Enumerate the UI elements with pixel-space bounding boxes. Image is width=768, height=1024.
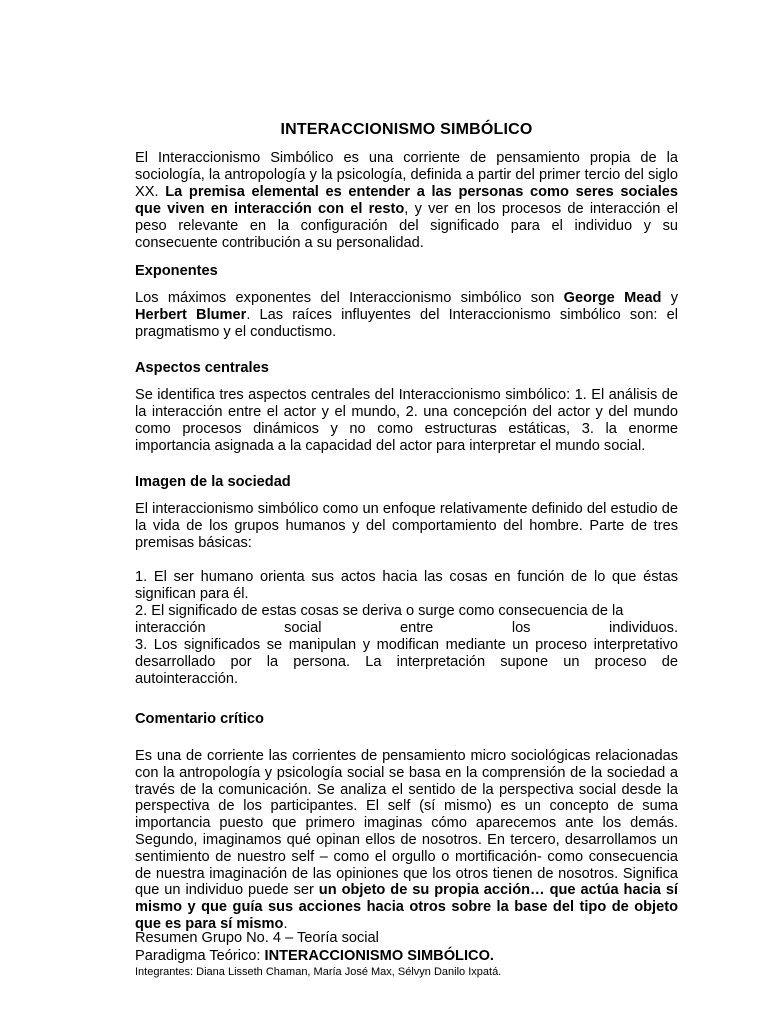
exponentes-text-3: . Las raíces influyentes del Interaccionismo simbólico son: el pragmatismo y el conductismo. <box>135 307 678 340</box>
exponente-blumer: Herbert Blumer <box>135 307 247 323</box>
intro-bold-premise: La premisa elemental es entender a las personas como seres sociales que viven en interacción con el resto <box>135 184 679 217</box>
premisa-3: 3. Los significados se manipulan y modifican mediante un proceso interpretativo desarrollado por la persona. La interpretación supone un proceso de autointeracción. <box>135 637 678 687</box>
aspectos-paragraph: Se identifica tres aspectos centrales del Interaccionismo simbólico: 1. El análisis de la interacción entre el actor y el mundo, 2. una concepción del actor y del mundo como procesos dinámicos y no como estructuras estáticas, 3. la enorme importancia asignada a la capacidad del actor para interpretar el mundo social. <box>135 387 678 454</box>
document-footer <box>135 929 735 979</box>
footer-paradigm-value: INTERACCIONISMO SIMBÓLICO. <box>264 948 494 964</box>
footer-members: Integrantes: Diana Lisseth Chaman, María José Max, Sélvyn Danilo Ixpatá. <box>135 966 502 978</box>
footer-paradigm <box>135 947 735 965</box>
exponentes-text-1: Los máximos exponentes del Interaccionismo simbólico son <box>135 290 564 306</box>
document-body <box>135 121 678 933</box>
comentario-end: . <box>283 915 288 932</box>
premisa-2b: interacción social entre los individuos. <box>135 620 678 636</box>
comentario-bold-quote: un objeto de su propia acción… que actúa hacia sí mismo y que guía sus acciones hacia otros sobre la base del tipo de objeto que es para sí mismo <box>135 882 678 932</box>
heading-aspectos: Aspectos centrales <box>135 360 269 376</box>
intro-text-2: , y ver en los procesos de interacción el peso relevante en la configuración del significado para el individuo y su consecuente contribución a su personalidad. <box>135 201 678 251</box>
heading-exponentes: Exponentes <box>135 263 218 279</box>
comentario-paragraph <box>135 748 678 933</box>
heading-imagen: Imagen de la sociedad <box>135 474 291 490</box>
exponentes-text-2: y <box>661 290 678 306</box>
footer-paradigm-label: Paradigma Teórico: <box>135 948 265 964</box>
exponentes-paragraph <box>135 290 678 341</box>
footer-group: Resumen Grupo No. 4 – Teoría social <box>135 930 379 946</box>
premisas-list <box>135 569 678 688</box>
exponente-mead: George Mead <box>563 290 662 306</box>
intro-paragraph <box>135 150 678 252</box>
premisa-2a: 2. El significado de estas cosas se deriva o surge como consecuencia de la <box>135 603 624 619</box>
intro-text-1: El Interaccionismo Simbólico es una corriente de pensamiento propia de la sociología, la antropología y la psicología, definida a partir del primer tercio del siglo XX. <box>135 150 678 200</box>
heading-comentario: Comentario crítico <box>135 711 264 727</box>
premisa-1: 1. El ser humano orienta sus actos hacia las cosas en función de lo que éstas significan para él. <box>135 569 678 602</box>
document-title: INTERACCIONISMO SIMBÓLICO <box>280 121 533 138</box>
comentario-text: Es una de corriente las corrientes de pensamiento micro sociológicas relacionadas con la antropología y psicología social se basa en la comprensión de la sociedad a través de la comunicación. Se analiza el sentido de la perspectiva social desde la perspectiva de los participantes. El self (sí mismo) es un concepto de suma importancia puesto que primero imaginas cómo aparecemos ante los demás. Segundo, imaginamos qué opinan ellos de nosotros. En tercero, desarrollamos un sentimiento de nuestro self – como el orgullo o mortificación- como consecuencia de nuestra imaginación de las opiniones que los otros tienen de nosotros. Significa que un individuo puede ser <box>135 748 678 899</box>
imagen-paragraph: El interaccionismo simbólico como un enfoque relativamente definido del estudio de la vida de los grupos humanos y del comportamiento del hombre. Parte de tres premisas básicas: <box>135 501 678 551</box>
